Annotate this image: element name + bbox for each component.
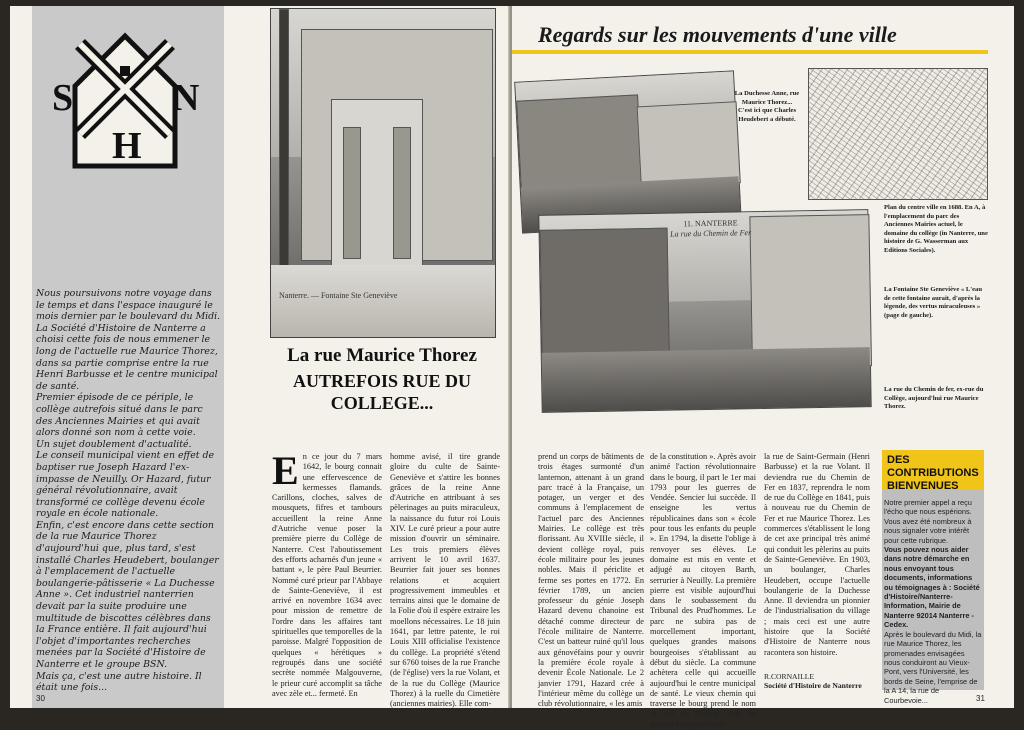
article-column-3 (538, 452, 644, 709)
intro-paragraph: Enfin, c'est encore dans cette section de la rue Maurice Thorez d'aujourd'hui que, plus tard, s'est installé Charles Heudebert, boulanger à l'emplacement de l'actuelle boulangerie-pâtisserie « La Duchesse Anne ». Cet industriel nanterrien devait par la suite produire une multitude de biscottes célèbres dans la France entière. Il fait aujourd'hui l'objet d'importantes recherches menées par la Société d'Histoire de Nanterre et le groupe BSN. (36, 519, 219, 670)
duchesse-anne-photo (514, 70, 742, 233)
society-logo (50, 24, 200, 174)
page-number-right: 31 (976, 694, 985, 703)
article-column-3-text: prend un corps de bâtiments de trois étages surmonté d'un lanternon, attenant à un grand parc tracé à la Française, un potager, un verger et des communs à l'emplacement de l'actuel parc des Anciennes Mairies. Le collège est très florissant. Au XVIIIe siècle, il devient collège royal, puis école militaire pour les jeunes nobles. Mais il périclite et ferme ses portes en 1772. En février 1789, un ancien professeur du génie Joseph Hazard devenu chanoine est détaché comme directeur de l'école militaire de Nanterre. C'est un batteur ruiné qu'il lous aux génovéfains pour y ouvrir la première école royale à devenir École Nationale. Le 2 janvier 1791, Hazard crée à l'intérieur même du collège un club révolutionnaire, « les amis (538, 452, 644, 709)
article-column-1 (272, 448, 382, 702)
headline-line-2: AUTREFOIS RUE DU COLLEGE... (292, 371, 472, 413)
intro-paragraph: La Société d'Histoire de Nanterre a choisi cette fois de nous emmener le long de l'actuelle rue Maurice Thorez, dans sa partie comprise entre la rue Henri Barbusse et le centre municipal de santé. (36, 322, 218, 392)
intro-paragraph: Le conseil municipal vient en effet de baptiser rue Joseph Hazard l'ex-impasse de Neuilly. Or Hazard, futur général révolutionnaire, avait transformé ce collège devenu école royale en école nationale. (36, 450, 215, 520)
caption-street: La rue du Chemin de fer, ex-rue du Collège, aujourd'hui rue Maurice Thorez. (884, 386, 984, 411)
logo-letter-n: N (172, 77, 200, 119)
contributions-title: DES CONTRIBUTIONS BIENVENUES (882, 450, 984, 490)
photo2-caption-title: La rue du Chemin de Fer (670, 228, 752, 239)
page-number-left: 30 (36, 694, 45, 703)
old-town-map (808, 68, 988, 200)
signature (764, 672, 862, 690)
article-column-1-text: n ce jour du 7 mars 1642, le bourg connait une effervescence de kermesses flamands. Carillons, cloches, salves de mousquets, fifres et tambours accueillent la reine Anne d'Autriche venue poser la première pierre du Collège de Nanterre. C'est l'aboutissement des efforts acharnés d'un jeune « battant », le père Paul Beurrier. Nommé curé prieur par l'Abbaye de Sainte-Geneviève, il est arrivé en novembre 1634 avec pour mission de remettre de l'ordre dans les affaires tant spirituelles que temporelles de la paroisse. Malgré l'opposition de quelques « hérétiques » regroupés dans une société secrète nommée Malgouverne, le prieur curé accomplit sa tâche avec zèle et... fermeté. En (272, 452, 382, 698)
intro-paragraph: Nous poursuivons notre voyage dans le temps et dans l'espace inauguré le mois dernier par le boulevard du Midi. (36, 288, 221, 323)
fountain-photo-caption: Nanterre. — Fontaine Ste Geneviève (279, 291, 398, 300)
fountain-photo (270, 8, 496, 338)
contributions-paragraph: Notre premier appel a reçu l'écho que nous espérions. Vous avez été nombreux à nous signaler votre intérêt pour cette rubrique. (884, 498, 972, 545)
article-headline (268, 344, 496, 414)
intro-paragraph: Premier épisode de ce périple, le collège autrefois situé dans le parc des Anciennes Mairies et qui avait alors donné son nom à cette voie. (36, 392, 203, 439)
article-column-5-text: la rue de Saint-Germain (Henri Barbusse) et la rue Volant. Il deviendra rue du Chemin de Fer en 1837, reprendra le nom de rue du Collège en 1841, puis à nouveau rue du Chemin de Fer et rue Maurice Thorez. Les commerces s'établissent le long de cet axe principal très animé qui conduit les pèlerins au puits de Sainte-Geneviève. En 1903, un boulanger, Charles Heudebert, occupe l'actuelle boulangerie de la Duchesse Anne. Il deviendra un pionnier de l'industrialisation du village ; mais ceci est une autre histoire que la Société d'Histoire de Nanterre nous racontera son histoire. (764, 452, 870, 657)
logo-letter-s: S (52, 77, 74, 119)
signature-name: R.CORNAILLE (764, 672, 814, 681)
caption-map: Plan du centre ville en 1688. En A, à l'emplacement du parc des Anciennes Mairies actuel, le domaine du collège (in Nanterre, une histoire de G. Wasserman aux Editions Sociales). (884, 204, 988, 254)
contributions-paragraph: Après le boulevard du Midi, la rue Maurice Thorez, les promenades envisagées nous conduiront au Vieux-Pont, vers l'Université, les bords de Seine, l'emprise de la A 14, la rue de Courbevoie... (884, 629, 982, 705)
intro-paragraph: Mais ça, c'est une autre histoire. Il était une fois... (36, 670, 202, 694)
article-column-2 (390, 452, 500, 709)
intro-paragraph: Un sujet doublement d'actualité. (36, 438, 192, 450)
article-column-2-text: homme avisé, il tire grande gloire du culte de Sainte-Geneviève et s'attire les bonnes grâces de la reine Anne d'Autriche en attribuant à ses pèlerinages au puits miraculeux, la naissance du futur roi Louis XIV. Le curé prieur a pour autre mission d'ouvrir un séminaire. Les trois premiers élèves arrivent le 10 avril 1637. Beurrier fait jouer ses bonnes relations et acquiert progressivement immeubles et terrains ainsi que le domaine de la Folie d'où il espère extraire les moellons nécessaires. Le 18 juin 1641, par lettre patente, le roi Louis XIII officialise l'existence du collège. La propriété s'étend sur 6760 toises de la rue Franche (de l'église) vers la rue Volant, et de la rue du Collège (Maurice Thorez) à la ruelle du Cimetière (anciennes mairies). Elle com- (390, 452, 500, 709)
rue-chemin-de-fer-photo (538, 209, 871, 413)
caption-fountain: La Fontaine Ste Geneviève « L'eau de cette fontaine aurait, d'après la légende, des vertus miraculeuses » (page de gauche). (884, 286, 982, 319)
logo-letter-h: H (112, 125, 142, 167)
title-rule (512, 50, 988, 54)
right-page (512, 6, 1014, 729)
left-page (10, 6, 510, 708)
section-title: Regards sur les mouvements d'une ville (538, 22, 897, 47)
photo2-caption-number: 11. NANTERRE (683, 218, 738, 229)
intro-text (36, 288, 222, 694)
headline-line-1: La rue Maurice Thorez (287, 345, 477, 366)
contributions-text (884, 498, 982, 705)
signature-org: Société d'Histoire de Nanterre (764, 681, 862, 690)
article-column-4-text: de la constitution ». Après avoir animé l'action révolutionnaire dans le bourg, il part le 1er mai 1793 pour les guerres de Vendée. Sencier lui succède. Il enseigne les vertus républicaines dans son « école pour tous les enfants du peuple ». En 1794, la disette l'oblige à renvoyer ses élèves. Le domaine est mis en vente et adjugé au citoyen Barth, serrurier à Neuilly. La première pierre est visible aujourd'hui dans le soubassement du Tribunal des Prud'hommes. Le parc ne subira pas de morcellement important, quelques grandes maisons bourgeoises s'établissant au début du siècle. La commune achètera celle qui accueille aujourd'hui le centre municipal de santé. Le vieux chemin qui traverse le bourg prend le nom de rue du Collège dans sa section comprise entre (650, 452, 756, 729)
article-column-5 (764, 452, 870, 666)
drop-cap: E (272, 448, 299, 493)
caption-duchesse-anne: La Duchesse Anne, rue Maurice Thorez... C'est ici que Charles Heudebert a débuté. (734, 90, 800, 123)
article-column-4 (650, 452, 756, 729)
contributions-paragraph: Vous pouvez nous aider dans notre démarche en nous envoyant tous documents, informations ou témoignages à : Société d'Histoire/Nanterre-Information, Mairie de Nanterre 92014 Nanterre - Cedex. (884, 545, 980, 630)
